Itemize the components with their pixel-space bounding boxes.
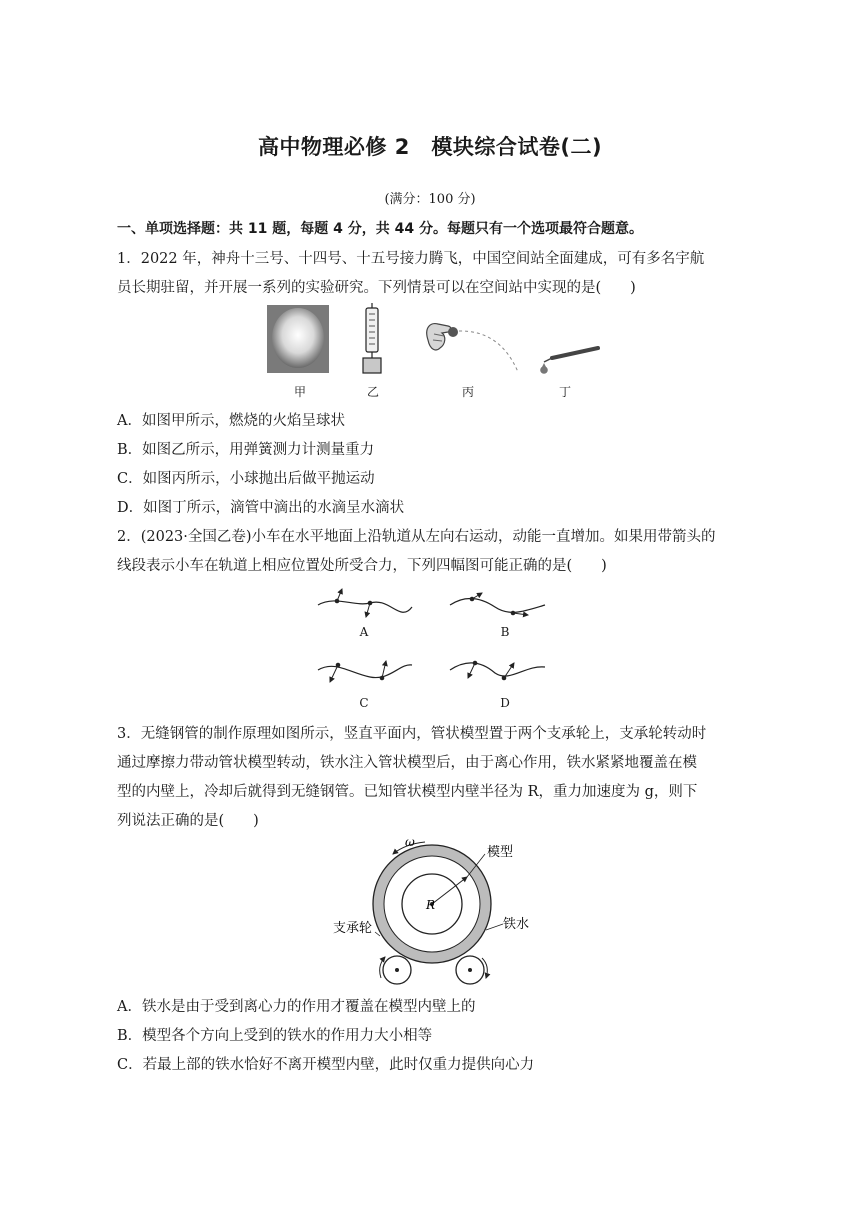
option-c-diagram [318, 661, 412, 682]
q2-figure [300, 585, 560, 710]
q3-option-c: C．若最上部的铁水恰好不离开模型内壁，此时仅重力提供向心力 [117, 1057, 535, 1073]
section-heading: 一、单项选择题：共 11 题，每题 4 分，共 44 分。每题只有一个选项最符合题意。 [117, 221, 643, 237]
q3-stem-line2: 通过摩擦力带动管状模型转动，铁水注入管状模型后，由于离心作用，铁水紧紧地覆盖在模 [117, 755, 697, 771]
figure-label-yi: 乙 [366, 385, 379, 399]
figure-label-jia: 甲 [293, 385, 306, 399]
hand-throwing-ball-icon [427, 324, 518, 372]
figure-label-bing: 丙 [461, 385, 474, 399]
option-b-diagram [450, 593, 545, 615]
q3-stem-line1: 3．无缝钢管的制作原理如图所示，竖直平面内，管状模型置于两个支承轮上，支承轮转动时 [117, 726, 707, 742]
q3-option-a: A．铁水是由于受到离心力的作用才覆盖在模型内壁上的 [117, 999, 476, 1015]
q3-figure-svg [325, 832, 545, 992]
option-a-label: A [359, 625, 369, 639]
option-b-label: B [500, 625, 510, 639]
figure-label-ding: 丁 [558, 385, 571, 399]
q1-figure [260, 300, 620, 400]
q2-figure-svg [300, 585, 560, 710]
omega-label: ω [405, 835, 415, 849]
q2-stem-line1: 2．(2023·全国乙卷)小车在水平地面上沿轨道从左向右运动，动能一直增加。如果用带箭头的 [117, 529, 716, 545]
full-score-note: (满分：100 分) [384, 192, 476, 207]
model-label: 模型 [487, 845, 514, 860]
q3-option-b: B．模型各个方向上受到的铁水的作用力大小相等 [117, 1028, 433, 1044]
q1-option-c: C．如图丙所示，小球抛出后做平抛运动 [117, 471, 375, 487]
q1-stem-line2: 员长期驻留，并开展一系列的实验研究。下列情景可以在空间站中实现的是( ) [117, 280, 636, 296]
q3-stem-line4: 列说法正确的是( ) [117, 813, 259, 829]
spherical-flame [272, 308, 324, 368]
support-wheel-label: 支承轮 [333, 921, 373, 936]
option-c-label: C [359, 696, 369, 710]
q2-stem-line2: 线段表示小车在轨道上相应位置处所受合力，下列四幅图可能正确的是( ) [117, 558, 607, 574]
spring-scale-icon [363, 303, 381, 373]
q3-stem-line3: 型的内壁上，冷却后就得到无缝钢管。已知管状模型内壁半径为 R，重力加速度为 g，则下 [117, 784, 698, 800]
option-d-diagram [450, 661, 545, 681]
q1-option-a: A．如图甲所示，燃烧的火焰呈球状 [117, 413, 345, 429]
radius-label: R [426, 898, 436, 912]
option-d-label: D [500, 696, 510, 710]
page-title: 高中物理必修 2 模块综合试卷(二) [257, 135, 603, 159]
q1-stem-line1: 1．2022 年，神舟十三号、十四号、十五号接力腾飞，中国空间站全面建成，可有多名宇航 [117, 251, 705, 267]
q3-figure [325, 832, 545, 992]
iron-label: 铁水 [503, 917, 530, 932]
q1-option-d: D．如图丁所示，滴管中滴出的水滴呈水滴状 [117, 500, 405, 516]
option-a-diagram [318, 589, 412, 617]
dropper-icon [540, 348, 598, 374]
q1-option-b: B．如图乙所示，用弹簧测力计测量重力 [117, 442, 375, 458]
